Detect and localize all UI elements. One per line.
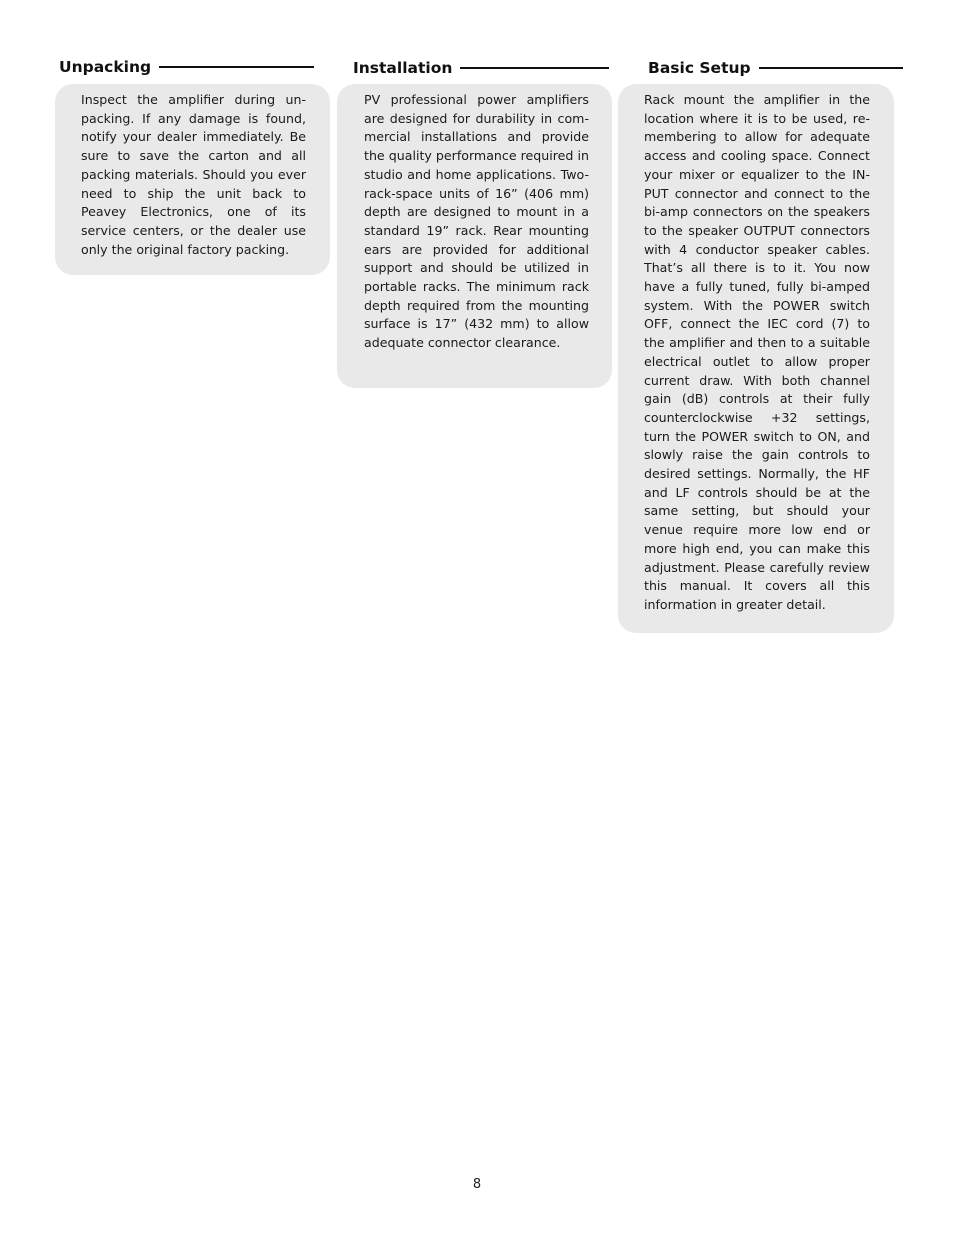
unpacking-text: Inspect the amplifier during unpacking. If any damage is found, notify your dealer immediately. Be sure to save the carton and all packing materials. Should you ever need to ship the unit back to Peavey Electronics, one of its service centers, or the dealer use only the original factory packing.: [81, 92, 306, 257]
heading-rule: [759, 67, 903, 69]
heading-rule: [460, 67, 609, 69]
installation-heading: [353, 58, 609, 78]
installation-text: PV professional power amplifiers are designed for durability in commercial installations and provide the quality performance required in studio and home applications. Two-rack-space units of 16” (406 mm) depth are designed to mount in a standard 19” rack. Rear mounting ears are provided for additional support and should be utilized in portable racks. The minimum rack depth required from the mounting surface is 17” (432 mm) to allow adequate connector clearance.: [364, 92, 589, 351]
basic-setup-heading: [648, 58, 903, 78]
basic-setup-text: Rack mount the amplifier in the location where it is to be used, remembering to allow for adequate access and cooling space. Connect your mixer or equalizer to the INPUT connector and connect to the bi-amp connectors on the speakers to the speaker OUTPUT connectors with 4 conductor speaker cables. That’s all there is to it. You now have a fully tuned, fully bi-amped system. With the POWER switch OFF, connect the IEC cord (7) to the amplifier and then to a suitable electrical outlet to allow proper current draw. With both channel gain (dB) controls at their fully counterclockwise +32 settings, turn the POWER switch to ON, and slowly raise the gain controls to desired settings. Normally, the HF and LF controls should be at the same setting, but should your venue require more low end or more high end, you can make this adjustment. Please carefully review this manual. It covers all this information in greater detail.: [644, 92, 870, 612]
installation-box: [337, 84, 612, 388]
basic-setup-title: Basic Setup: [648, 59, 751, 77]
installation-title: Installation: [353, 59, 453, 77]
page-number: 8: [472, 1177, 482, 1192]
heading-rule: [159, 66, 314, 68]
unpacking-heading: [59, 57, 314, 77]
unpacking-title: Unpacking: [59, 58, 152, 76]
unpacking-box: [55, 84, 330, 275]
basic-setup-box: [618, 84, 894, 633]
